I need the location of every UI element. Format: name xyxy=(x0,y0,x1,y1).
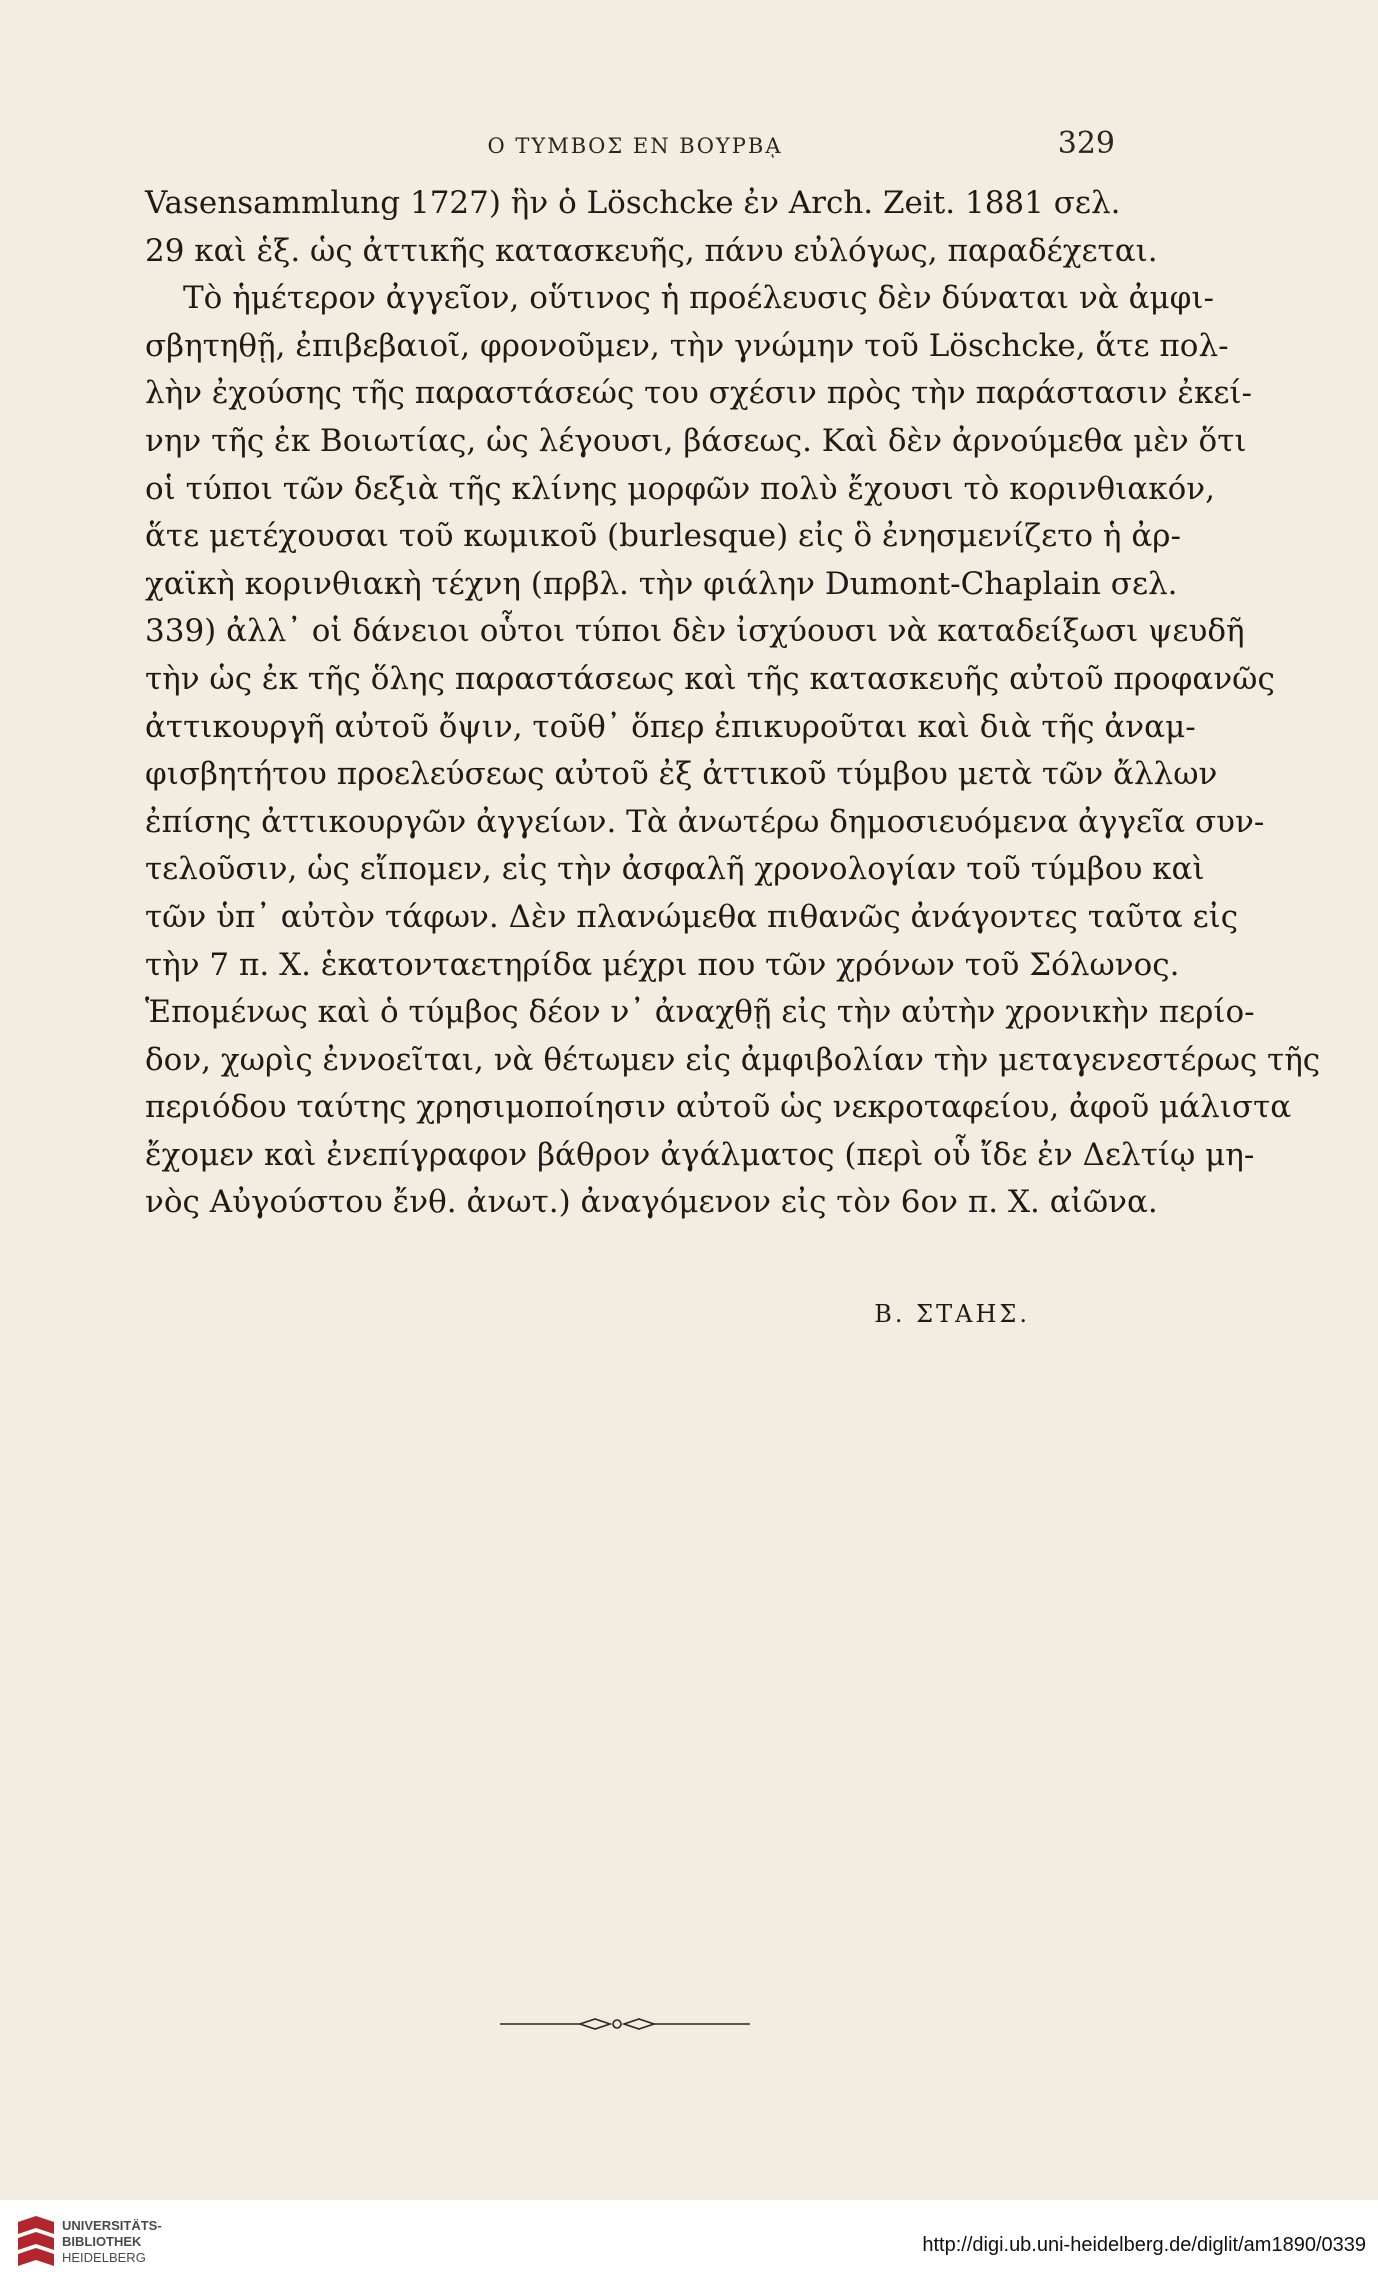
text-line: τὴν 7 π. Χ. ἑκατονταετηρίδα μέχρι που τῶν χρόνων τοῦ Σόλωνος. xyxy=(145,946,1180,983)
text-line: δον, χωρὶς ἐννοεῖται, νὰ θέτωμεν εἰς ἀμφιβολίαν τὴν μεταγενεστέρως τῆς xyxy=(145,1041,1321,1078)
text-line: ἀττικουργῆ αὐτοῦ ὄψιν, τοῦθ᾽ ὅπερ ἐπικυροῦται καὶ διὰ τῆς ἀναμ- xyxy=(145,708,1196,745)
text-line: Ἑπομένως καὶ ὁ τύμβος δέον ν᾽ ἀναχθῇ εἰς τὴν αὐτὴν χρονικὴν περίο- xyxy=(145,994,1255,1031)
text-line: Vasensammlung 1727) ἣν ὁ Löschcke ἐν Arch. Zeit. 1881 σελ. xyxy=(145,185,1121,221)
library-name-line: BIBLIOTHEK xyxy=(62,2234,142,2249)
ornament-divider xyxy=(500,2012,750,2036)
text-line: φισβητήτου προελεύσεως αὐτοῦ ἐξ ἀττικοῦ τύμβου μετὰ τῶν ἄλλων xyxy=(145,756,1218,793)
library-name-line: HEIDELBERG xyxy=(62,2250,146,2265)
text-line: ἐπίσης ἀττικουργῶν ἀγγείων. Τὰ ἀνωτέρω δημοσιευόμενα ἀγγεῖα συν- xyxy=(145,803,1265,840)
text-line: νην τῆς ἐκ Βοιωτίας, ὡς λέγουσι, βάσεως. Καὶ δὲν ἀρνούμεθα μὲν ὅτι xyxy=(145,422,1247,459)
source-url-link[interactable]: http://digi.ub.uni-heidelberg.de/diglit/am1890/0339 xyxy=(922,2234,1366,2256)
text-line: νὸς Αὐγούστου ἔνθ. ἀνωτ.) ἀναγόμενον εἰς τὸν 6ον π. Χ. αἰῶνα. xyxy=(145,1184,1158,1221)
library-logo-icon xyxy=(14,2214,58,2276)
running-title: Ο ΤΥΜΒΟΣ ΕΝ ΒΟΥΡΒᾼ xyxy=(487,134,783,158)
text-line: τελοῦσιν, ὡς εἴπομεν, εἰς τὴν ἀσφαλῆ χρονολογίαν τοῦ τύμβου καὶ xyxy=(145,851,1205,888)
library-name xyxy=(62,2218,162,2266)
text-line: τὴν ὡς ἐκ τῆς ὅλης παραστάσεως καὶ τῆς κατασκευῆς αὐτοῦ προφανῶς xyxy=(145,660,1275,697)
text-line: ἅτε μετέχουσαι τοῦ κωμικοῦ (burlesque) εἰς ὃ ἐνησμενίζετο ἡ ἀρ- xyxy=(145,518,1181,555)
text-line: Τὸ ἡμέτερον ἀγγεῖον, οὕτινος ἡ προέλευσις δὲν δύναται νὰ ἀμφι- xyxy=(183,280,1214,317)
text-line: χαϊκὴ κορινθιακὴ τέχνη (πρβλ. τὴν φιάλην Dumont-Chaplain σελ. xyxy=(145,565,1178,602)
text-line: οἱ τύποι τῶν δεξιὰ τῆς κλίνης μορφῶν πολὺ ἔχουσι τὸ κορινθιακόν, xyxy=(145,470,1215,507)
text-line: 29 καὶ ἑξ. ὡς ἀττικῆς κατασκευῆς, πάνυ εὐλόγως, παραδέχεται. xyxy=(145,232,1158,269)
text-line: τῶν ὑπ᾽ αὐτὸν τάφων. Δὲν πλανώμεθα πιθανῶς ἀνάγοντες ταῦτα εἰς xyxy=(145,898,1239,935)
page-number: 329 xyxy=(1057,126,1115,161)
running-head xyxy=(145,126,1125,166)
text-line: 339) ἀλλ᾽ οἱ δάνειοι οὗτοι τύποι δὲν ἰσχύουσι νὰ καταδείξωσι ψευδῆ xyxy=(145,613,1245,650)
author-signature: Β. ΣΤΑΗΣ. xyxy=(874,1300,1030,1328)
text-line: ἔχομεν καὶ ἐνεπίγραφον βάθρον ἀγάλματος (περὶ οὗ ἴδε ἐν Δελτίῳ μη- xyxy=(145,1136,1255,1173)
digitization-footer xyxy=(0,2200,1378,2288)
text-line: λὴν ἐχούσης τῆς παραστάσεώς του σχέσιν πρὸς τὴν παράστασιν ἐκεί- xyxy=(145,375,1253,412)
library-name-line: UNIVERSITÄTS- xyxy=(62,2218,162,2233)
text-line: σβητηθῇ, ἐπιβεβαιοῖ, φρονοῦμεν, τὴν γνώμην τοῦ Löschcke, ἅτε πολ- xyxy=(145,327,1229,364)
body-text xyxy=(145,180,1321,1227)
text-line: περιόδου ταύτης χρησιμοποίησιν αὐτοῦ ὡς νεκροταφείου, ἀφοῦ μάλιστα xyxy=(145,1089,1292,1126)
